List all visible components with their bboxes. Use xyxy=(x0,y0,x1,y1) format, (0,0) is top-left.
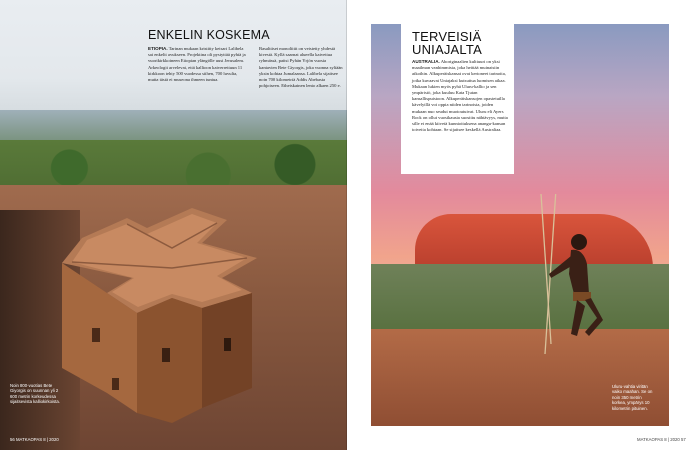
body-text-right: Aboriginaalien kulttuuri on yksi maailman vanhimmista, joka heittää muinaisiin aikoihin. Alkuperäiskansat ovat kertoneet tarinoita, jotka kuvaavat Uniajaksi kutsuttua luomisen aikaa. Mukaan lukien myös pyhä Uluru-kallio ja sen ympäristö, joka kuuluu Kata Tjutan kansallispuistoon. Alkuperäiskansojen opastetuilla kävelyillä voi oppia niiden tarinoista, joiden mukaan nuo seudut muotoutuivat. Uluru eli Ayers Rock on ollut vuosikausia suosittu nähtävyys, mutta sille ei enää kiivetä kunnioituksena anangu-kansan toiveita kohtaan. Se sijaitsee keskellä Australiaa. xyxy=(412,59,508,133)
aboriginal-man-figure xyxy=(531,194,611,354)
region-lead-right: AUSTRALIA. xyxy=(412,59,440,64)
page-folio-right: MATKAOPAS 8 | 2020 57 xyxy=(637,437,686,442)
article-body-column-1 xyxy=(148,46,246,83)
rock-church-image xyxy=(52,198,292,428)
article-body-column-2: Basalttiset monoliitit on veistetty yhdestä kivestä. Kyllä saarnat alueella kaivettua ryhmässä, paitsi Pyhän Yrjön vuosia kantavien Bete Giyorgis, joka vuonna syliään yksin kohtaa Jumalaansa. Lalibela sijaitsee noin 700 kilometriä Addis Abebasta pohjoiseen. Etheiskainen lento alkaen 250 e. xyxy=(259,46,343,89)
article-body-right xyxy=(412,59,508,133)
body-text: Tarinan mukaan kristitty keisari Lalibela sai enkelit avukseen. Projektina oli pystyttää pyhiä ja vuorikirkkoineen Etiopian ylängölle uusi Jerusalem. Arkeologit arvelevat, että kallioon kaiverrettuun 11 kirkkoon tehty 500 vuodessa siihen, 700 luvulta, mutta tästä ei museona ihmeen tuntua. xyxy=(148,46,246,83)
page-folio: 56 MATKAOPAS 8 | 2020 xyxy=(10,437,59,442)
article-title-right xyxy=(412,30,482,56)
title-line-1: TERVEISIÄ xyxy=(412,29,482,44)
photo-caption-right: Uluru-vahtia viritän vaiko maahan. Se on noin 350 metrin korkea, ympärys 10 kilometrin pituinen. xyxy=(612,384,653,411)
region-lead: ETIOPIA. xyxy=(148,46,168,51)
photo-caption: Noin 800-vuotias Bete Giyorgis on suunnan yli 2 600 metrin korkeudessa sijaitsevista kalliokirkoista. xyxy=(10,383,60,405)
right-page xyxy=(347,0,694,450)
grass-plain xyxy=(371,264,669,334)
article-title: ENKELIN KOSKEMA xyxy=(148,28,270,42)
red-dirt xyxy=(371,329,669,426)
title-line-2: UNIAJALTA xyxy=(412,42,482,57)
